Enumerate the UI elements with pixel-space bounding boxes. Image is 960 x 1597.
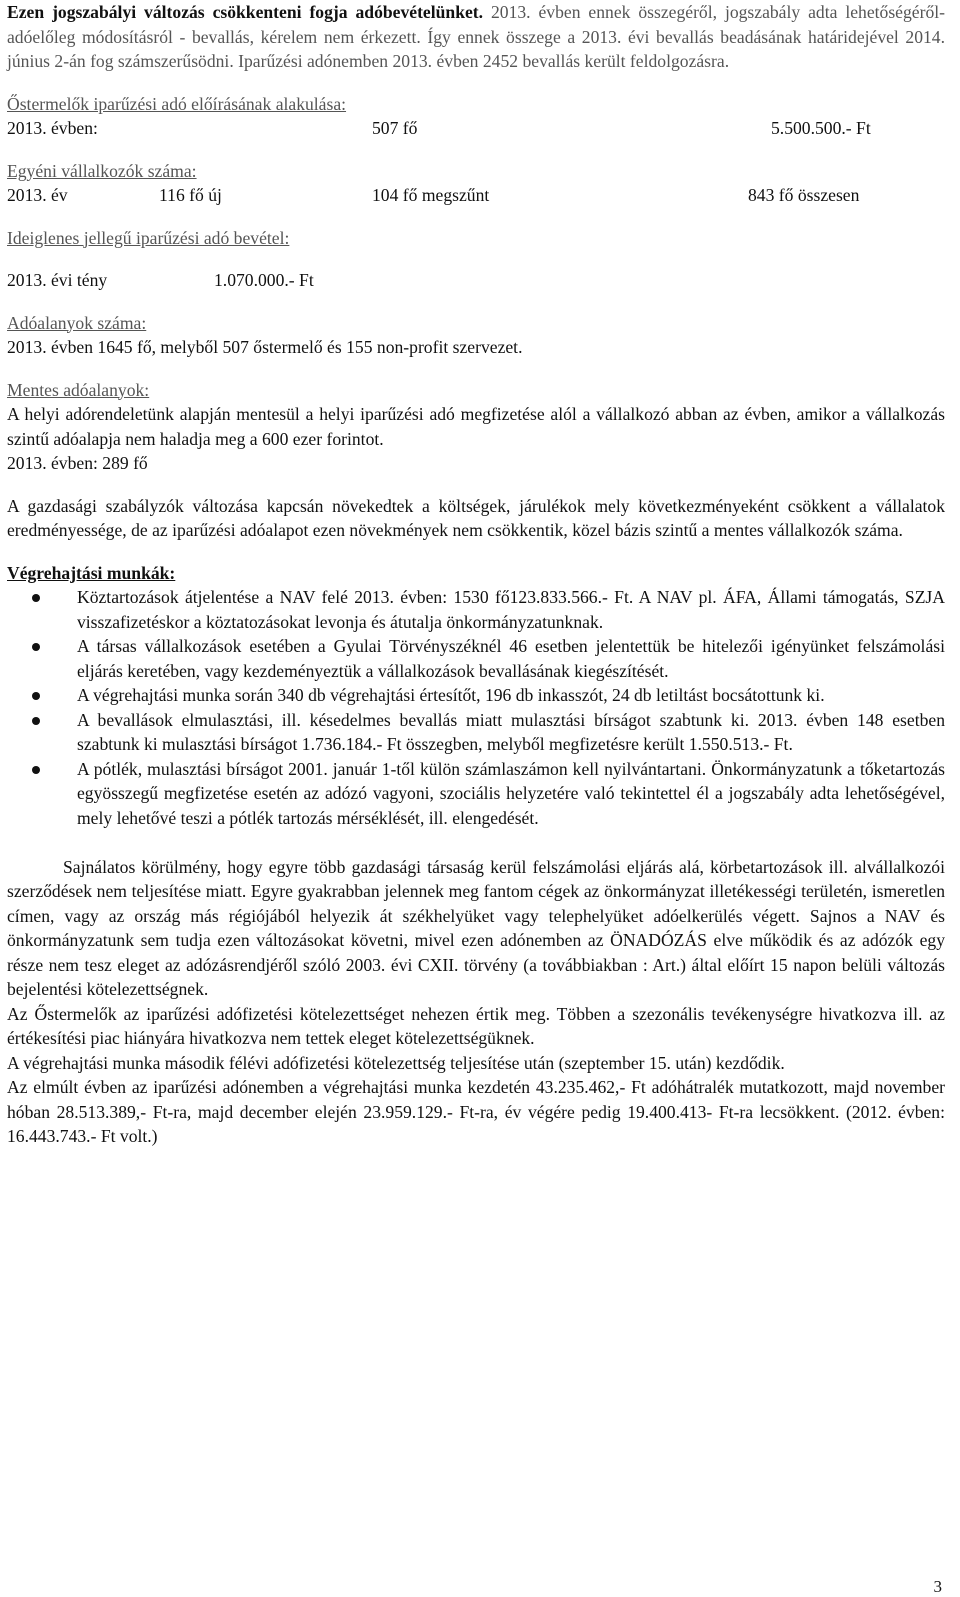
bullet-icon <box>32 643 40 651</box>
egyeni-total: 843 fő összesen <box>748 185 860 205</box>
adoalanyok-text: 2013. évben 1645 fő, melyből 507 őstermelő és 155 non-profit szervezet. <box>7 337 523 357</box>
ideiglenes-amount: 1.070.000.- Ft <box>214 270 314 290</box>
egyeni-row <box>7 183 945 208</box>
document-page <box>7 0 945 1149</box>
closing-paragraph-3: A végrehajtási munka második félévi adófizetési kötelezettség teljesítése után (szeptember 15. után) kezdődik. <box>7 1052 785 1073</box>
ostermelok-heading: Őstermelők iparűzési adó előírásának alakulása: <box>7 93 347 114</box>
ideiglenes-heading: Ideiglenes jellegű iparűzési adó bevétel: <box>7 227 290 248</box>
ostermelok-year: 2013. évben: <box>7 118 98 138</box>
bullet-icon <box>32 766 40 774</box>
mentes-count: 2013. évben: 289 fő <box>7 453 148 473</box>
list-item: Köztartozások átjelentése a NAV felé 2013. évben: 1530 fő123.833.566.- Ft. A NAV pl. ÁFA, Állami támogatás, SZJA visszafizetéskor a köztatozásokat levonja és átutalja önkormányzatunknak. <box>77 585 945 634</box>
egyeni-heading: Egyéni vállalkozók száma: <box>7 160 197 181</box>
mentes-text: A helyi adórendeletünk alapján mentesül a helyi iparűzési adó megfizetése alól a vállalkozó abban az évben, amikor a vállalkozás szintű adóalapja nem haladja meg a 600 ezer forintot. <box>7 404 945 449</box>
mentes-heading: Mentes adóalanyok: <box>7 379 150 400</box>
egyeni-ceased: 104 fő megszűnt <box>372 185 490 205</box>
bullet-icon <box>32 594 40 602</box>
closing-paragraph-1: Sajnálatos körülmény, hogy egyre több gazdasági társaság kerül felszámolási eljárás alá, körbetartozások ill. alvállalkozói szerződések nem teljesítése miatt. Egyre gyakrabban jelennek meg fantom cégek az önkormányzat illetékességi területén, ismeretlen címen, vagy az ország más régiójából helyezik át székhelyüket vagy telephelyüket adóelkerülés végett. Sajnos a NAV és önkormányzatunk sem tudja ezen változásokat követni, mivel ezen adónemben az ÖNADÓZÁS elve működik és az adózók egy része nem tesz eleget az adózásrendjéről szóló 2003. évi CXII. törvény (a továbbiakban : Art.) által előírt 15 napon belüli változás bejelentési kötelezettségnek. <box>7 856 945 999</box>
vegrehajtasi-heading: Végrehajtási munkák: <box>7 562 176 583</box>
adoalanyok-heading: Adóalanyok száma: <box>7 312 147 333</box>
list-item: A végrehajtási munka során 340 db végrehajtási értesítőt, 196 db inkasszót, 24 db letiltást bocsátottunk ki. <box>77 683 945 708</box>
page-number: 3 <box>933 1577 942 1596</box>
intro-bold-sentence: Ezen jogszabályi változás csökkenteni fogja adóbevételünket. <box>7 2 484 22</box>
ostermelok-amount: 5.500.500.- Ft <box>771 118 871 138</box>
bullet-icon <box>32 692 40 700</box>
closing-paragraph-4: Az elmúlt évben az iparűzési adónemben a végrehajtási munka kezdetén 43.235.462,- Ft adóhátralék mutatkozott, majd november hóban 28.513.389,- Ft-ra, majd december elején 23.959.129.- Ft-ra, év végére pedig 19.400.413- Ft-ra lecsökkent. (2012. évben: 16.443.743.- Ft volt.) <box>7 1077 945 1146</box>
ostermelok-count: 507 fő <box>372 118 418 138</box>
bullet-icon <box>32 717 40 725</box>
intro-paragraph <box>7 0 945 74</box>
gazdasagi-paragraph: A gazdasági szabályzók változása kapcsán növekedtek a költségek, járulékok mely következményeként csökkent a vállalatok eredményessége, de az iparűzési adóalapot ezen növekmények nem csökkentik, közel bázis szintű a mentes vállalkozók száma. <box>7 495 945 540</box>
list-item: A bevallások elmulasztási, ill. késedelmes bevallás miatt mulasztási bírságot szabtunk ki. 2013. évben 148 esetben szabtunk ki mulasztási bírságot 1.736.184.- Ft összegben, melyből megfizetésre került 1.550.513.- Ft. <box>77 708 945 757</box>
list-item: A társas vállalkozások esetében a Gyulai Törvényszéknél 46 esetben jelentettük be hitelezői igényünket felszámolási eljárás keretében, vagy kezdeményeztük a vállalkozások bevallásának kiegészítését. <box>77 634 945 683</box>
egyeni-year: 2013. év <box>7 185 68 205</box>
ideiglenes-row <box>7 268 945 293</box>
ideiglenes-label: 2013. évi tény <box>7 270 108 290</box>
closing-paragraph-2: Az Őstermelők az iparűzési adófizetési kötelezettséget nehezen értik meg. Többen a szezonális tevékenységre hivatkozva ill. az értékesítési piac hiányára hivatkozva nem tettek eleget kötelezettségüknek. <box>7 1003 945 1048</box>
intro-gray-text: 2013. évben ennek összegéről, jogszabály adta lehetőségéről- adóelőleg módosításról - bevallás, kérelem nem érkezett. Így ennek összege a 2013. évi bevallás beadásának határidejével 2014. június 2-án fog számszerűsödni. Iparűzési adónemben 2013. évben 2452 bevallás került feldolgozásra. <box>7 2 945 71</box>
egyeni-new: 116 fő új <box>159 185 222 205</box>
list-item: A pótlék, mulasztási bírságot 2001. január 1-től külön számlaszámon kell nyilvántartani. Önkormányzatunk a tőketartozás egyösszegű megfizetése esetén az adózó vagyoni, szociális helyzetére való tekintettel él a jogszabály adta lehetőségével, mely lehetővé teszi a pótlék tartozás mérséklését, ill. elengedését. <box>77 757 945 831</box>
vegrehajtasi-list <box>7 585 945 830</box>
ostermelok-row <box>7 116 945 141</box>
